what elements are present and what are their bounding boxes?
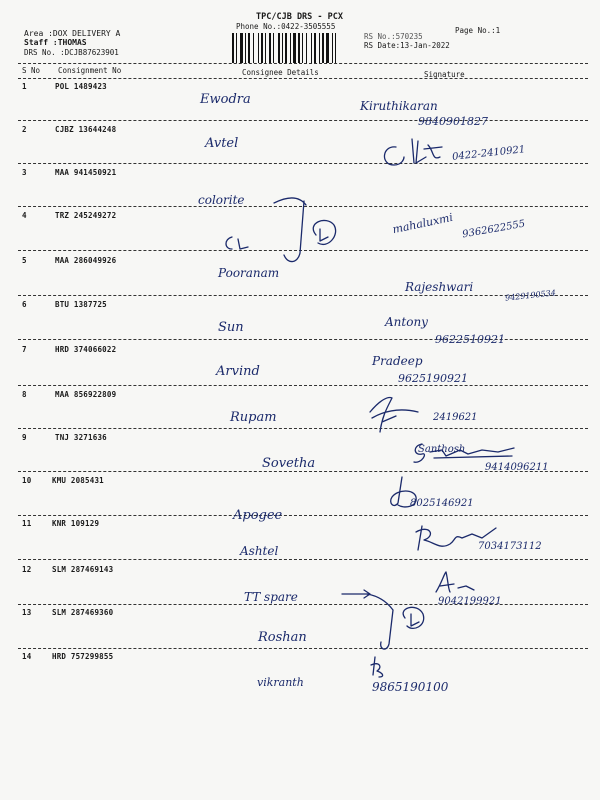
row-number: 10	[22, 476, 32, 485]
row-number: 12	[22, 565, 32, 574]
barcode-bar	[248, 33, 250, 63]
row-divider	[18, 559, 588, 560]
consignment-number: KMU 2085431	[52, 476, 104, 485]
signer-name: Santhosh	[418, 444, 466, 455]
row-number: 8	[22, 390, 27, 399]
signature-row-8	[366, 392, 421, 437]
consignee-name: colorite	[198, 193, 245, 207]
signature-row-9	[412, 440, 522, 470]
row-divider	[18, 385, 588, 386]
signer-phone: 9622510921	[435, 333, 505, 346]
row-divider	[18, 295, 588, 296]
signer-phone: 9042199921	[438, 596, 502, 607]
signer-phone: 9625190921	[398, 372, 468, 385]
consignment-number: MAA 941450921	[55, 168, 117, 177]
area-label: Area :DOX DELIVERY A	[24, 29, 121, 38]
signer-name: mahaluxmi	[391, 210, 455, 237]
signer-name: Kiruthikaran	[360, 99, 438, 113]
signature-row-11	[410, 522, 500, 562]
signer-phone: 8025146921	[410, 498, 474, 509]
consignee-name: Rupam	[230, 410, 277, 425]
row-divider	[18, 648, 588, 649]
rs-date: RS Date:13-Jan-2022	[364, 41, 450, 50]
signature-arrow-row-12	[340, 590, 400, 610]
consignment-number: SLM 287469143	[52, 565, 114, 574]
row-number: 7	[22, 345, 27, 354]
consignee-name: Avtel	[205, 136, 239, 151]
row-number: 11	[22, 519, 32, 528]
row-number: 4	[22, 211, 27, 220]
barcode-bar	[273, 33, 274, 63]
drs-number: DRS No. :DCJB87623901	[24, 48, 119, 57]
column-consignment: Consignment No	[58, 66, 122, 75]
row-number: 9	[22, 433, 27, 442]
row-divider	[18, 515, 588, 516]
barcode-bar	[240, 33, 243, 63]
barcode-bar	[245, 33, 246, 63]
barcode-bar	[285, 33, 287, 63]
barcode-bar	[265, 33, 266, 63]
consignment-number: HRD 374066022	[55, 345, 117, 354]
column-sno: S No	[22, 66, 41, 75]
row-number: 3	[22, 168, 27, 177]
consignment-number: TNJ 3271636	[55, 433, 107, 442]
barcode-bar	[293, 33, 296, 63]
consignment-number: POL 1489423	[55, 82, 107, 91]
barcode-bar	[261, 33, 263, 63]
column-consignee-details: Consignee Details	[242, 68, 319, 77]
rs-number: RS No.:570235	[364, 32, 423, 41]
barcode-bar	[290, 33, 291, 63]
stamp-arrow-mark	[270, 193, 350, 273]
row-number: 5	[22, 256, 27, 265]
barcode-bar	[311, 33, 312, 63]
consignee-name: Sovetha	[262, 456, 316, 471]
barcode-bar	[236, 33, 237, 63]
signer-phone: 0422-2410921	[451, 144, 526, 163]
signer-name: Rajeshwari	[405, 280, 474, 294]
consignee-name: Ashtel	[240, 544, 279, 558]
consignee-name: Arvind	[216, 364, 260, 379]
row-divider	[18, 120, 588, 121]
consignment-number: TRZ 245249272	[55, 211, 117, 220]
barcode-bar	[302, 33, 303, 63]
signature-mark-row-4	[222, 235, 262, 253]
barcode	[232, 33, 358, 63]
row-divider	[18, 163, 588, 164]
barcode-bar	[319, 33, 320, 63]
barcode-bar	[282, 33, 283, 63]
signature-row-2	[378, 135, 448, 170]
row-number: 2	[22, 125, 27, 134]
consignment-number: MAA 856922809	[55, 390, 117, 399]
barcode-bar	[232, 33, 234, 63]
consignment-number: BTU 1387725	[55, 300, 107, 309]
consignee-name: Ewodra	[200, 92, 251, 107]
barcode-bar	[278, 33, 280, 63]
signature-row-12	[432, 568, 477, 598]
barcode-bar	[298, 33, 300, 63]
signature-row-14	[369, 655, 389, 680]
barcode-bar	[326, 33, 329, 63]
consignment-number: KNR 109129	[52, 519, 100, 528]
consignee-name: Apogee	[233, 508, 283, 523]
signer-phone: 9362622555	[461, 218, 527, 241]
consignee-name: vikranth	[257, 676, 304, 689]
barcode-bar	[253, 33, 254, 63]
consignment-number: HRD 757299855	[52, 652, 114, 661]
signer-phone: 9840901827	[418, 115, 488, 128]
page-number: Page No.:1	[455, 26, 501, 35]
consignment-number: CJBZ 13644248	[55, 125, 117, 134]
consignment-number: SLM 287469360	[52, 608, 114, 617]
signer-phone: 9414096211	[485, 462, 549, 473]
signer-phone: 9429190534	[504, 288, 557, 303]
barcode-bar	[332, 33, 333, 63]
barcode-bar	[306, 33, 307, 63]
signer-name: Pradeep	[372, 354, 423, 368]
row-number: 14	[22, 652, 32, 661]
barcode-bar	[322, 33, 324, 63]
signer-phone: 9865190100	[372, 680, 449, 694]
row-divider	[18, 428, 588, 429]
signer-name: Antony	[385, 315, 428, 329]
signer-phone: 7034173112	[478, 541, 542, 552]
barcode-bar	[314, 33, 316, 63]
consignee-name: Roshan	[258, 630, 307, 645]
consignee-name: Sun	[218, 320, 244, 335]
column-signature: Signature	[424, 70, 465, 79]
row-number: 1	[22, 82, 27, 91]
page-title: TPC/CJB DRS - PCX	[256, 12, 343, 22]
consignment-number: MAA 286049926	[55, 256, 117, 265]
row-number: 6	[22, 300, 27, 309]
barcode-bar	[269, 33, 271, 63]
header-rule-bottom	[18, 78, 588, 79]
consignee-name: Pooranam	[218, 266, 280, 280]
phone-number: Phone No.:0422-3505555	[236, 22, 336, 31]
header-rule-top	[18, 63, 588, 64]
signer-phone: 2419621	[433, 412, 478, 423]
row-divider	[18, 604, 588, 605]
consignee-name: TT spare	[244, 590, 298, 604]
staff-label: Staff :THOMAS	[24, 38, 87, 47]
row-number: 13	[22, 608, 32, 617]
barcode-bar	[335, 33, 336, 63]
barcode-bar	[258, 33, 259, 63]
signature-row-10	[384, 475, 429, 515]
